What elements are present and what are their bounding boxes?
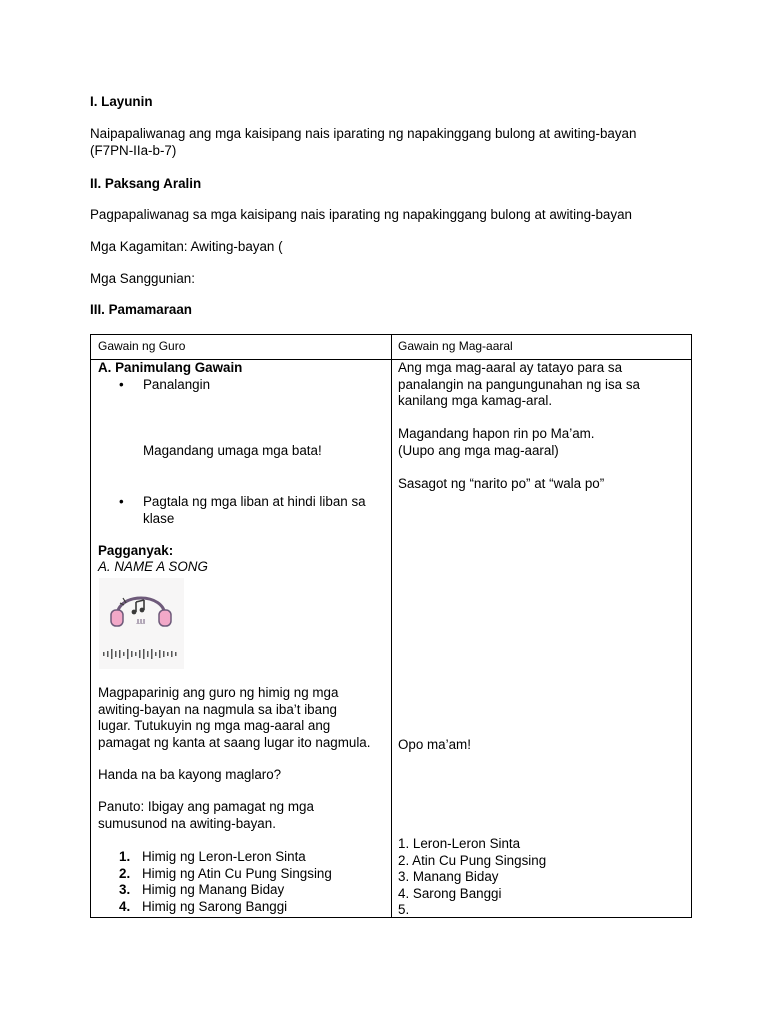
resp-line: Ang mga mag-aaral ay tatayo para sa <box>398 360 623 375</box>
heading-layunin: I. Layunin <box>90 94 153 109</box>
answer-list <box>398 836 546 919</box>
list-item: 3. Manang Biday <box>398 869 499 884</box>
resp-line: kanilang mga kamag-aral. <box>398 393 553 408</box>
list-item: 3. Himig ng Manang Biday <box>119 882 285 897</box>
resp-line: (Uupo ang mga mag-aaral) <box>398 442 559 458</box>
list-item: 1. Himig ng Leron-Leron Sinta <box>119 849 306 864</box>
bullet-pagtala-line-2: klase <box>143 511 175 526</box>
audio-waveform-icon <box>103 649 177 659</box>
headphones-music-icon <box>99 578 184 669</box>
name-a-song-label: A. NAME A SONG <box>98 559 208 574</box>
list-item: 1. Leron-Leron Sinta <box>398 836 521 851</box>
list-item: 2. Atin Cu Pung Singsing <box>398 852 547 868</box>
bullet-icon: • <box>119 494 124 509</box>
pamamaraan-table <box>90 334 692 918</box>
resp-opo: Opo ma’am! <box>398 737 471 752</box>
music-image <box>99 578 184 669</box>
bullet-icon: • <box>119 377 124 392</box>
list-item: 4. Himig ng Sarong Banggi <box>119 898 288 914</box>
para-magpaparinig <box>98 685 370 751</box>
heading-paksang-aralin: II. Paksang Aralin <box>90 176 202 191</box>
pagganyak-heading: Pagganyak: <box>98 543 174 558</box>
heading-pamamaraan: III. Pamamaraan <box>90 302 192 317</box>
column-divider <box>391 335 392 917</box>
list-item: 5. <box>398 902 410 917</box>
kagamitan-text: Mga Kagamitan: Awiting-bayan ( <box>90 239 283 254</box>
header-gawain-mag-aaral: Gawain ng Mag-aaral <box>398 339 513 353</box>
header-gawain-guro: Gawain ng Guro <box>98 339 186 353</box>
panuto-line: Panuto: Ibigay ang pamagat ng mga <box>98 799 314 814</box>
resp-line: panalangin na pangungunahan ng isa sa <box>398 376 640 392</box>
para-line: pamagat ng kanta at saang lugar ito nagmula. <box>98 734 371 750</box>
list-item: 2. Himig ng Atin Cu Pung Singsing <box>119 865 332 881</box>
paksa-text: Pagpapaliwanag sa mga kaisipang nais iparating ng napakinggang bulong at awiting-bayan <box>90 207 632 222</box>
resp-line: Magandang hapon rin po Ma’am. <box>398 426 595 441</box>
bullet-panalangin: Panalangin <box>143 377 211 392</box>
panuto-line: sumusunod na awiting-bayan. <box>98 815 276 831</box>
resp-greeting <box>398 426 595 459</box>
image-caption-text: JJJJJJ <box>136 619 146 625</box>
layunin-text-line-1: Naipapaliwanag ang mga kaisipang nais iparating ng napakinggang bulong at awiting-bayan <box>90 126 637 141</box>
song-list <box>119 849 332 915</box>
para-line: awiting-bayan na nagmula sa iba’t ibang <box>98 701 337 717</box>
panimulang-gawain-heading: A. Panimulang Gawain <box>98 360 243 375</box>
panuto-text <box>98 799 314 832</box>
list-item: 4. Sarong Banggi <box>398 885 502 901</box>
layunin-text-line-2: (F7PN-IIa-b-7) <box>90 143 177 158</box>
resp-panalangin <box>398 360 640 410</box>
para-line: Magpaparinig ang guro ng himig ng mga <box>98 685 339 700</box>
resp-attendance: Sasagot ng “narito po” at “wala po” <box>398 476 605 491</box>
greeting-text: Magandang umaga mga bata! <box>143 443 322 458</box>
handa-text: Handa na ba kayong maglaro? <box>98 767 282 782</box>
para-line: lugar. Tutukuyin ng mga mag-aaral ang <box>98 718 331 733</box>
sanggunian-text: Mga Sanggunian: <box>90 271 195 286</box>
bullet-pagtala-line-1: Pagtala ng mga liban at hindi liban sa <box>143 494 366 509</box>
